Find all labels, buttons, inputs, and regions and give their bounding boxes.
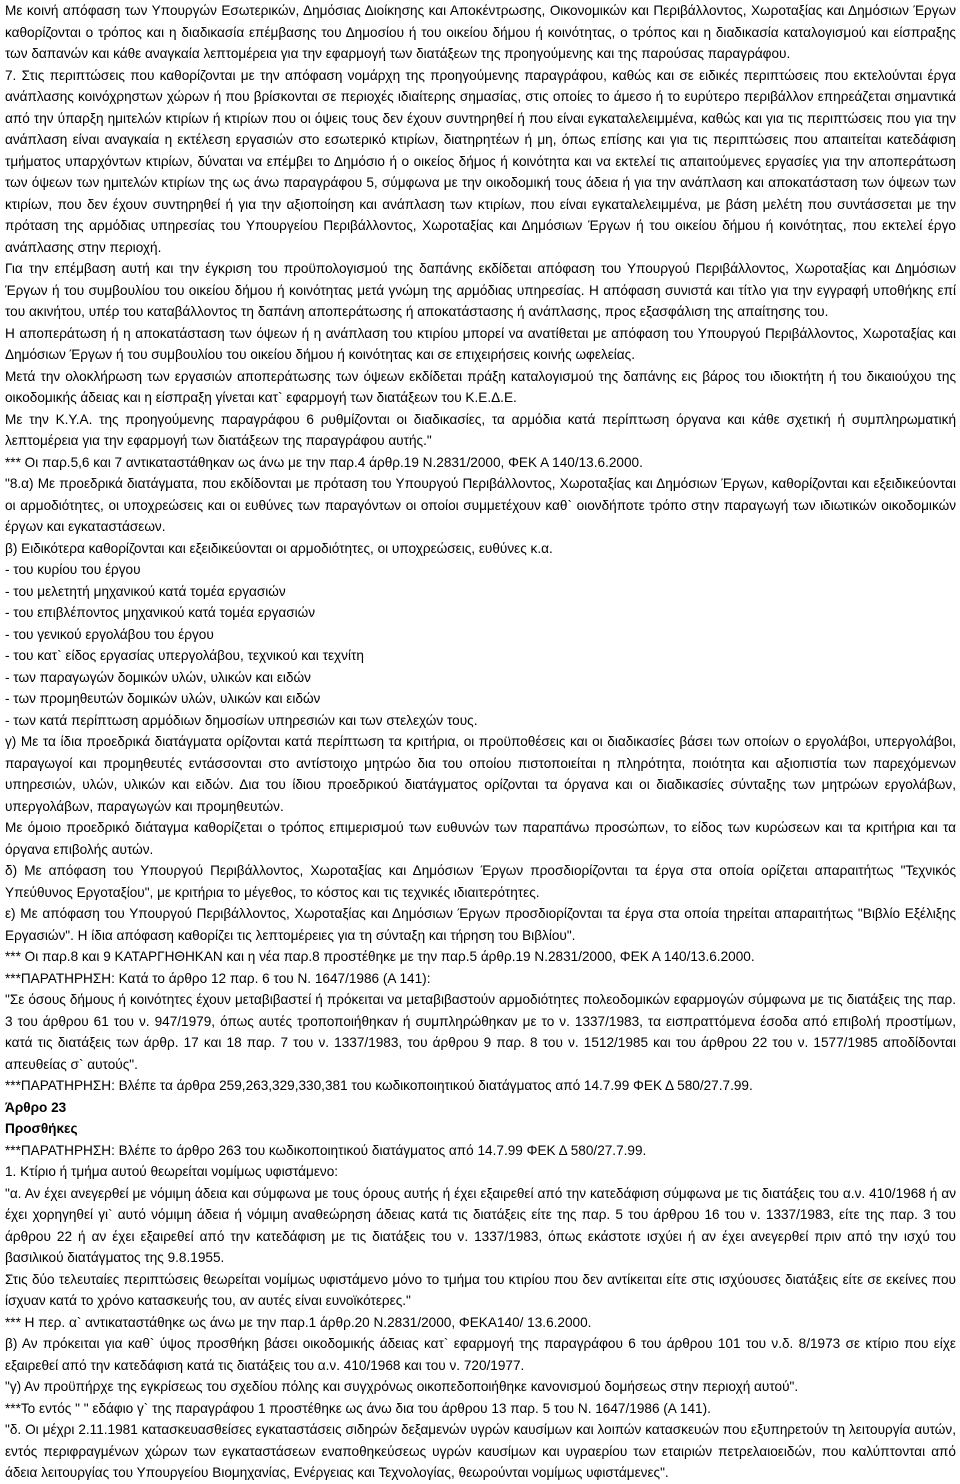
list-item: - των κατά περίπτωση αρμόδιων δημοσίων υπηρεσιών και των στελεχών τους. <box>5 712 478 728</box>
paragraph: Μετά την ολοκλήρωση των εργασιών αποπεράτωσης των όψεων εκδίδεται πράξη καταλογισμού της δαπάνης εις βάρος του ιδιοκτήτη ή του δικαιούχου της οικοδομικής άδειας και η είσπραξη γίνεται κατ` εφαρμογή των διατάξεων του Κ.Ε.Δ.Ε. <box>5 368 956 405</box>
paragraph: Με την Κ.Υ.Α. της προηγούμενης παραγράφου 6 ρυθμίζονται οι διαδικασίες, τα αρμόδια κατά περίπτωση όργανα και κάθε σχετική ή συμπληρωματική λεπτομέρεια για την εφαρμογή των διατάξεων της παραγράφου αυτής." <box>5 411 956 448</box>
paragraph: Με όμοιο προεδρικό διάταγμα καθορίζεται ο τρόπος επιμερισμού των ευθυνών των παραπάνω προσώπων, το είδος των κυρώσεων και τα κριτήρια και τα όργανα επιβολής αυτών. <box>5 820 956 857</box>
paragraph: "Σε όσους δήμους ή κοινότητες έχουν μεταβιβαστεί ή πρόκειται να μεταβιβαστούν αρμοδιότητες πολεοδομικών εφαρμογών σύμφωνα με τις διατάξεις της παρ. 3 του άρθρου 61 του ν. 947/1979, όπως αυτές τροποποιήθηκαν ή συμπληρώθηκαν με το ν. 1337/1983, τα εισπραττόμενα έσοδα από επιβολή προστίμων, κατά τις διατάξεις των άρθρ. 17 και 18 παρ. 7 του ν. 1337/1983, του άρθρου 9 παρ. 8 του ν. 1512/1985 και του άρθρου 22 του ν. 1577/1985 αποδίδονται απευθείας σ` αυτούς". <box>5 992 956 1072</box>
paragraph: β) Αν πρόκειται για καθ` ύψος προσθήκη βάσει οικοδομικής άδειας κατ` εφαρμογή της παραγράφου 6 του άρθρου 101 του ν.δ. 8/1973 σε κτίριο που είχε εξαιρεθεί από την κατεδάφιση κατά τις διατάξεις του α.ν. 410/1968 και του ν. 720/1977. <box>5 1336 956 1373</box>
paragraph: Για την επέμβαση αυτή και την έγκριση του προϋπολογισμού της δαπάνης εκδίδεται απόφαση του Υπουργού Περιβάλλοντος, Χωροταξίας και Δημόσιων Έργων ή του συμβουλίου του οικείου δήμου ή κοινότητας μετά γνώμη της αρμόδιας υπηρεσίας. Η απόφαση συνιστά και τίτλο για την εγγραφή υποθήκης επί του ακινήτου, υπέρ του καταβάλλοντος τη δαπάνη αποπεράτωσης ή αποκατάστασης ή ανάπλασης, προς εξασφάλιση της απαίτησης του. <box>5 261 956 319</box>
paragraph: Στις δύο τελευταίες περιπτώσεις θεωρείται νομίμως υφιστάμενο μόνο το τμήμα του κτιρίου που δεν αντίκειται είτε στις ισχύουσες διατάξεις είτε σε εκείνες που ίσχυαν κατά το χρόνο κατασκευής του, αν αυτές είναι ευνοϊκότερες." <box>5 1271 956 1308</box>
paragraph: Η αποπεράτωση ή η αποκατάσταση των όψεων ή η ανάπλαση του κτιρίου μπορεί να ανατίθεται με απόφαση του Υπουργού Περιβάλλοντος, Χωροταξίας και Δημόσιων Έργων ή του συμβουλίου του οικείου δήμου ή κοινότητας και σε επιχειρήσεις κοινής ωφελείας. <box>5 325 956 362</box>
paragraph: 1. Κτίριο ή τμήμα αυτού θεωρείται νομίμως υφιστάμενο: <box>5 1164 339 1179</box>
note-line: *** Οι παρ.5,6 και 7 αντικαταστάθηκαν ως άνω με την παρ.4 άρθρ.19 Ν.2831/2000, ΦΕΚ Α 140/13.6.2000. <box>5 454 643 470</box>
paragraph: "δ. Οι μέχρι 2.11.1981 κατασκευασθείσες εγκαταστάσεις σιδηρών δεξαμενών υγρών καυσίμων και λοιπών κατασκευών που εξυπηρετούν τη λειτουργία αυτών, εντός περιφραγμένων χώρων των εγκαταστάσεων εναποθηκεύσεως υγρών καυσίμων και υγραερίου των εταιριών πετρελαιοειδών, που καλύπτονται από άδεια λειτουργίας του Υπουργείου Βιομηχανίας, Ενέργειας και Τεχνολογίας, θεωρούνται νομίμως υφιστάμενες". <box>5 1422 956 1480</box>
note-line: ***ΠΑΡΑΤΗΡΗΣΗ: Βλέπε τα άρθρα 259,263,329,330,381 του κωδικοποιητικού διατάγματος από 14.7.99 ΦΕΚ Δ 580/27.7.99. <box>5 1078 753 1093</box>
paragraph: ε) Με απόφαση του Υπουργού Περιβάλλοντος, Χωροταξίας και Δημόσιων Έργων προσδιορίζονται τα έργα στα οποία τηρείται απαραιτήτως "Βιβλίο Εξέλιξης Εργασιών". Η ίδια απόφαση καθορίζει τις λεπτομέρειες για τη σύνταξη και τήρηση του Βιβλίου". <box>5 906 956 943</box>
article-heading: Άρθρο 23 <box>5 1099 67 1115</box>
list-item: - των παραγωγών δομικών υλών, υλικών και ειδών <box>5 669 311 685</box>
paragraph: 7. Στις περιπτώσεις που καθορίζονται με την απόφαση νομάρχη της προηγούμενης παραγράφου, καθώς και σε ειδικές περιπτώσεις που εκτελούνται έργα ανάπλασης κοινόχρηστων χώρων ή που βρίσκονται σε περιοχές ιδιαίτερης σημασίας, στις οποίες το άμεσο ή το ευρύτερο περιβάλλον επηρεάζεται σημαντικά από την ύπαρξη ημιτελών κτιρίων ή κτιρίων που οι όψεις τους δεν έχουν συντηρηθεί ή που είναι εγκαταλελειμμένα, καθώς και για τις περιπτώσεις που για την ανάπλαση είναι αναγκαία η εκτέλεση εργασιών στο εσωτερικό κτιρίων, διατηρητέων ή μη, όπως επίσης και για τις περιπτώσεις που απαιτείται κατεδάφιση τμήματος υπαρχόντων κτιρίων, δύναται να επέμβει το Δημόσιο ή ο οικείος δήμος ή κοινότητα και να εκτελεί τις απαιτούμενες εργασίες για την αποπεράτωση των όψεων των ημιτελών κτιρίων της ως άνω παραγράφου 5, σύμφωνα με την οικοδομική τους άδεια ή για την ανάπλαση και αποκατάσταση των όψεων των κτιρίων, που δεν έχουν συντηρηθεί ή για την αξιοποίηση και ανάπλαση των κτιρίων, που είναι εγκαταλελειμμένα, με βάση μελέτη που συντάσσεται με την πρόταση της αρμόδιας υπηρεσίας του Υπουργείου Περιβάλλοντος, Χωροταξίας και Δημόσιων Έργων ή του οικείου δήμου ή κοινότητας, που εκτελεί έργο ανάπλασης στην περιοχή. <box>5 67 956 255</box>
note-line: ***Το εντός " " εδάφιο γ` της παραγράφου 1 προστέθηκε ως άνω δια του άρθρου 13 παρ. 5 του Ν. 1647/1986 (Α 141). <box>5 1400 711 1416</box>
list-item: - του γενικού εργολάβου του έργου <box>5 626 214 642</box>
list-item: - του κυρίου του έργου <box>5 562 141 577</box>
paragraph: β) Ειδικότερα καθορίζονται και εξειδικεύονται οι αρμοδιότητες, οι υποχρεώσεις, ευθύνες κ.α. <box>5 540 553 556</box>
list-item: - του μελετητή μηχανικού κατά τομέα εργασιών <box>5 583 286 599</box>
note-line: ***ΠΑΡΑΤΗΡΗΣΗ: Κατά το άρθρο 12 παρ. 6 του Ν. 1647/1986 (Α 141): <box>5 970 431 986</box>
article-subheading: Προσθήκες <box>5 1121 78 1136</box>
list-item: - του επιβλέποντος μηχανικού κατά τομέα εργασιών <box>5 605 316 620</box>
paragraph: γ) Με τα ίδια προεδρικά διατάγματα ορίζονται κατά περίπτωση τα κριτήρια, οι προϋποθέσεις και οι διαδικασίες βάσει των οποίων ο εργολάβοι, υπεργολάβοι, παραγωγοί και προμηθευτές εντάσσονται στο αντίστοιχο μητρώο δια του οποίου πιστοποιείται η πληρότητα, ποιότητα και αξιοπιστία των παρεχόμενων υπηρεσιών, υλών, υλικών και ειδών. Δια του ίδιου προεδρικού διατάγματος ορίζονται τα όργανα και οι διαδικασίες σύνταξης των μητρώων εργολάβων, υπεργολάβων, παραγωγών και προμηθευτών. <box>5 734 956 814</box>
paragraph: "γ) Αν προϋπήρχε της εγκρίσεως του σχεδίου πόλης και συγχρόνως οικοπεδοποιήθηκε κανονισμού δομήσεως στην περιοχή αυτού". <box>5 1379 799 1394</box>
note-line: *** Οι παρ.8 και 9 ΚΑΤΑΡΓΗΘΗΚΑΝ και η νέα παρ.8 προστέθηκε με την παρ.5 άρθρ.19 Ν.2831/2000, ΦΕΚ Α 140/13.6.2000. <box>5 949 755 964</box>
note-line: *** Η περ. α` αντικαταστάθηκε ως άνω με την παρ.1 άρθρ.20 Ν.2831/2000, ΦΕΚΑ140/ 13.6.2000. <box>5 1314 592 1330</box>
paragraph: "α. Αν έχει ανεγερθεί με νόμιμη άδεια και σύμφωνα με τους όρους αυτής ή έχει εξαιρεθεί από την κατεδάφιση σύμφωνα με τις διατάξεις του α.ν. 410/1968 ή αν έχει χορηγηθεί γι` αυτό νόμιμη άδεια ή νόμιμη αναθεώρηση άδειας κατά τις διατάξεις είτε της παρ. 5 του άρθρου 16 του ν. 1337/1983, είτε της παρ. 3 του άρθρου 22 ή αν έχει εξαιρεθεί από την κατεδάφιση με τις διατάξεις του ν. 1337/1983, όπως εκάστοτε ισχύει ή αν έχει ανεγερθεί πριν από την ισχύ του βασιλικού διατάγματος της 9.8.1955. <box>5 1185 956 1265</box>
paragraph: "8.α) Με προεδρικά διατάγματα, που εκδίδονται με πρόταση του Υπουργού Περιβάλλοντος, Χωροταξίας και Δημόσιων Έργων, καθορίζονται και εξειδικεύονται οι αρμοδιότητες, οι υποχρεώσεις και οι ευθύνες των παραγόντων οι οποίοι συμμετέχουν καθ` οιονδήποτε τρόπο στην παραγωγή των ιδιωτικών οικοδομικών έργων και εγκαταστάσεων. <box>5 476 956 534</box>
paragraph: δ) Με απόφαση του Υπουργού Περιβάλλοντος, Χωροταξίας και Δημόσιων Έργων προσδιορίζονται τα έργα στα οποία ορίζεται απαραιτήτως "Τεχνικός Υπεύθυνος Εργοταξίου", με κριτήρια το μέγεθος, το κόστος και τις τεχνικές ιδιαιτερότητες. <box>5 863 956 900</box>
list-item: - του κατ` είδος εργασίας υπεργολάβου, τεχνικού και τεχνίτη <box>5 648 364 663</box>
note-line: ***ΠΑΡΑΤΗΡΗΣΗ: Βλέπε το άρθρο 263 του κωδικοποιητικού διατάγματος από 14.7.99 ΦΕΚ Δ 580/27.7.99. <box>5 1142 647 1158</box>
list-item: - των προμηθευτών δομικών υλών, υλικών και ειδών <box>5 691 321 706</box>
paragraph: Με κοινή απόφαση των Υπουργών Εσωτερικών, Δημόσιας Διοίκησης και Αποκέντρωσης, Οικονομικών και Περιβάλλοντος, Χωροταξίας και Δημόσιων Έργων καθορίζονται ο τρόπος και η διαδικασία επέμβασης του Δημοσίου ή του οικείου δήμου ή κοινότητας, ο τρόπος και η διαδικασία καταλογισμού και είσπραξης των δαπανών και κάθε αναγκαία λεπτομέρεια για την εφαρμογή των διατάξεων της προηγούμενης και της παρούσας παραγράφου. <box>5 3 956 61</box>
